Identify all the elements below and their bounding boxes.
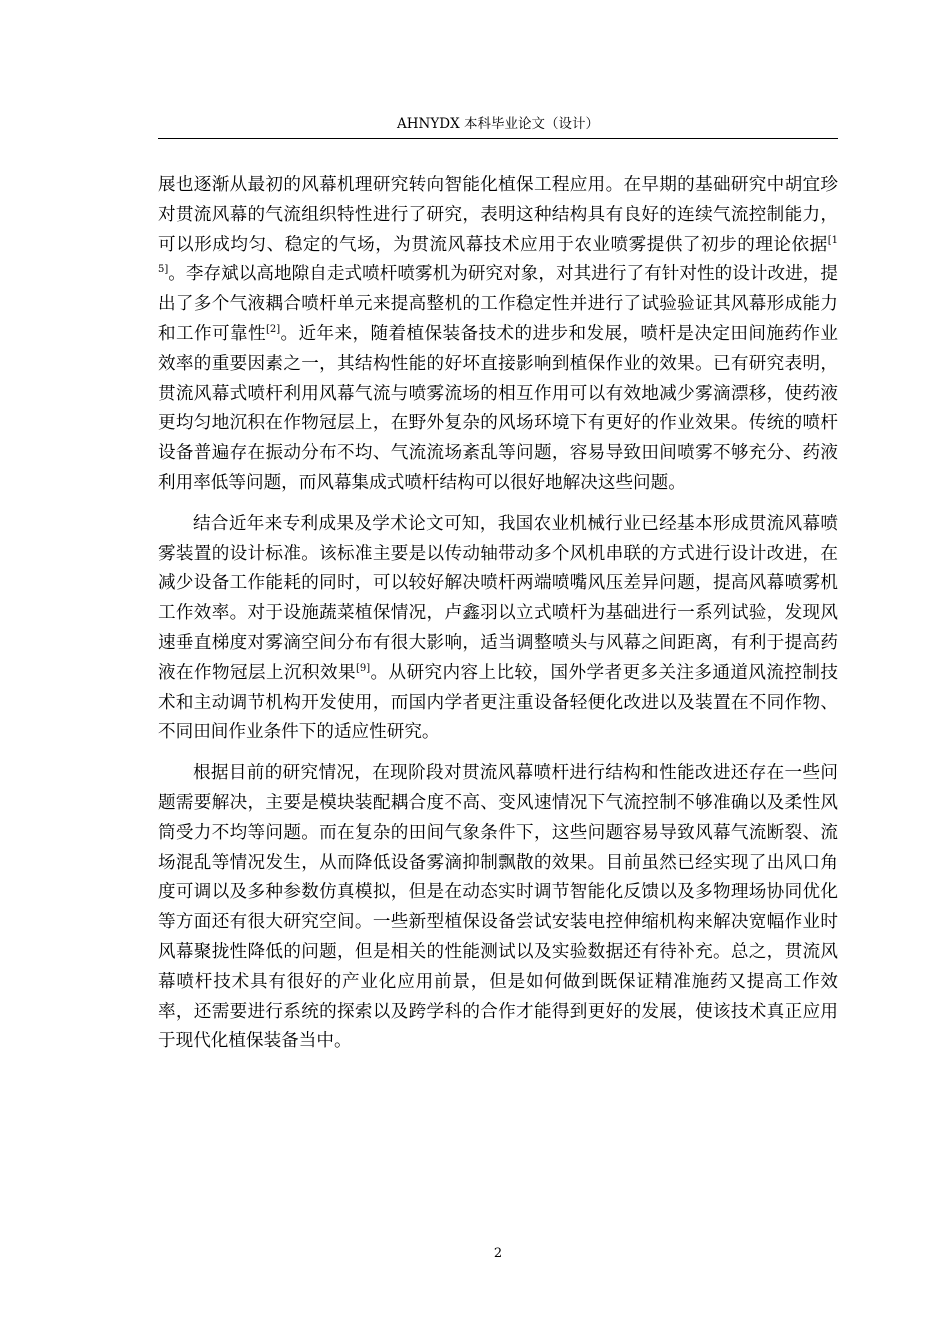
- paragraph-2-text-1: 结合近年来专利成果及学术论文可知，我国农业机械行业已经基本形成贯流风幕喷雾装置的设计标准。该标准主要是以传动轴带动多个风机串联的方式进行设计改进，在减少设备工作能耗的同时，可以较好解决喷杆两端喷嘴风压差异问题，提高风幕喷雾机工作效率。对于设施蔬菜植保情况，卢鑫羽以立式喷杆为基础进行一系列试验，发现风速垂直梯度对雾滴空间分布有很大影响，适当调整喷头与风幕之间距离，有利于提高药液在作物冠层上沉积效果: [158, 513, 838, 683]
- paragraph-1: [158, 171, 838, 499]
- paragraph-3: [158, 759, 838, 1057]
- citation-2: [2]: [265, 324, 281, 336]
- paragraph-1-text-1: 展也逐渐从最初的风幕机理研究转向智能化植保工程应用。在早期的基础研究中胡宜珍对贯流风幕的气流组织特性进行了研究，表明这种结构具有良好的连续气流控制能力，可以形成均匀、稳定的气场，为贯流风幕技术应用于农业喷雾提供了初步的理论依据: [158, 175, 838, 255]
- citation-15: [15]: [158, 234, 838, 276]
- paragraph-1-text-2: 。李存斌以高地隙自走式喷杆喷雾机为研究对象，对其进行了有针对性的设计改进，提出了多个气液耦合喷杆单元来提高整机的工作稳定性并进行了试验验证其风幕形成能力和工作可靠性: [158, 264, 838, 344]
- paragraph-2: [158, 510, 838, 748]
- citation-9: [9]: [355, 662, 371, 674]
- paragraph-1-text-3: 。近年来，随着植保装备技术的进步和发展，喷杆是决定田间施药作业效率的重要因素之一，其结构性能的好坏直接影响到植保作业的效果。已有研究表明，贯流风幕式喷杆利用风幕气流与喷雾流场的相互作用可以有效地减少雾滴漂移，使药液更均匀地沉积在作物冠层上，在野外复杂的风场环境下有更好的作业效果。传统的喷杆设备普遍存在振动分布不均、气流流场紊乱等问题，容易导致田间喷雾不够充分、药液利用率低等问题，而风幕集成式喷杆结构可以很好地解决这些问题。: [158, 323, 838, 493]
- header-rule: [158, 138, 838, 139]
- paragraph-2-text-2: 。从研究内容上比较，国外学者更多关注多通道风流控制技术和主动调节机构开发使用，而国内学者更注重设备轻便化改进以及装置在不同作物、不同田间作业条件下的适应性研究。: [158, 662, 838, 743]
- body-text: [158, 171, 838, 1068]
- page-number: 2: [493, 1246, 503, 1261]
- page-header: AHNYDX 本科毕业论文（设计）: [397, 116, 599, 132]
- paragraph-3-text-1: 根据目前的研究情况，在现阶段对贯流风幕喷杆进行结构和性能改进还存在一些问题需要解决，主要是模块装配耦合度不高、变风速情况下气流控制不够准确以及柔性风筒受力不均等问题。而在复杂的田间气象条件下，这些问题容易导致风幕气流断裂、流场混乱等情况发生，从而降低设备雾滴抑制飘散的效果。目前虽然已经实现了出风口角度可调以及多种参数仿真模拟，但是在动态实时调节智能化反馈以及多物理场协同优化等方面还有很大研究空间。一些新型植保设备尝试安装电控伸缩机构来解决宽幅作业时风幕聚拢性降低的问题，但是相关的性能测试以及实验数据还有待补充。总之，贯流风幕喷杆技术具有很好的产业化应用前景，但是如何做到既保证精准施药又提高工作效率，还需要进行系统的探索以及跨学科的合作才能得到更好的发展，使该技术真正应用于现代化植保装备当中。: [158, 763, 838, 1052]
